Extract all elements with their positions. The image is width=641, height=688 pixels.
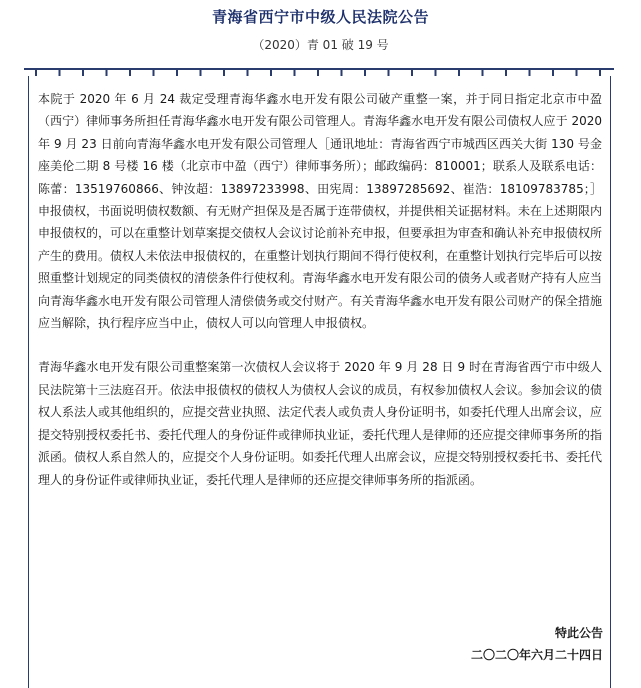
body-paragraph-2: 青海华鑫水电开发有限公司重整案第一次债权人会议将于 2020 年 9 月 28 日 9 时在青海省西宁市中级人民法院第十三法庭召开。依法申报债权的债权人为债权人会议的成员，有权参加债权人会议。参加会议的债权人系法人或其他组织的，应提交营业执照、法定代表人或负责人身份证明书，如委托代理人出席会议，应提交特别授权委托书、委托代理人的身份证件或律师执业证，委托代理人是律师的还应提交律师事务所的指派函。债权人系自然人的，应提交个人身份证明。如委托代理人出席会议，应提交特别授权委托书、委托代理人的身份证件或律师执业证，委托代理人是律师的还应提交律师事务所的指派函。 — [38, 360, 603, 487]
closing-phrase: 特此公告 — [554, 626, 603, 640]
notice-closing — [471, 622, 603, 666]
notice-date: 二〇二〇年六月二十四日 — [470, 648, 603, 662]
notice-body — [38, 88, 602, 491]
case-number: （2020）青 01 破 19 号 — [252, 38, 389, 52]
body-paragraph-1: 本院于 2020 年 6 月 24 裁定受理青海华鑫水电开发有限公司破产重整一案，并于同日指定北京市中盈（西宁）律师事务所担任青海华鑫水电开发有限公司管理人。青海华鑫水电开发有限公司债权人应于 2020 年 9 月 23 日前向青海华鑫水电开发有限公司管理人［通讯地址：青海省西宁市城西区西关大街 130 号金座美伦二期 8 号楼 16 楼（北京市中盈（西宁）律师事务所）；邮政编码：810001；联系人及联系电话：陈蕾：13519760866、钟汝超：13897233998、田宪周：13897285692、崔浩：18109783785；］申报债权，书面说明债权数额、有无财产担保及是否属于连带债权，并提供相关证据材料。未在上述期限内申报债权的，可以在重整计划草案提交债权人会议讨论前补充申报，但要承担为审查和确认补充申报债权所产生的费用。债权人未依法申报债权的，在重整计划执行期间不得行使权利，在重整计划执行完毕后可以按照重整计划规定的同类债权的清偿条件行使权利。青海华鑫水电开发有限公司的债务人或者财产持有人应当向青海华鑫水电开发有限公司管理人清偿债务或交付财产。有关青海华鑫水电开发有限公司财产的保全措施应当解除，执行程序应当中止，债权人可以向管理人申报债权。 — [38, 92, 603, 331]
decorative-ruler — [24, 62, 614, 76]
notice-title: 青海省西宁市中级人民法院公告 — [211, 8, 429, 26]
